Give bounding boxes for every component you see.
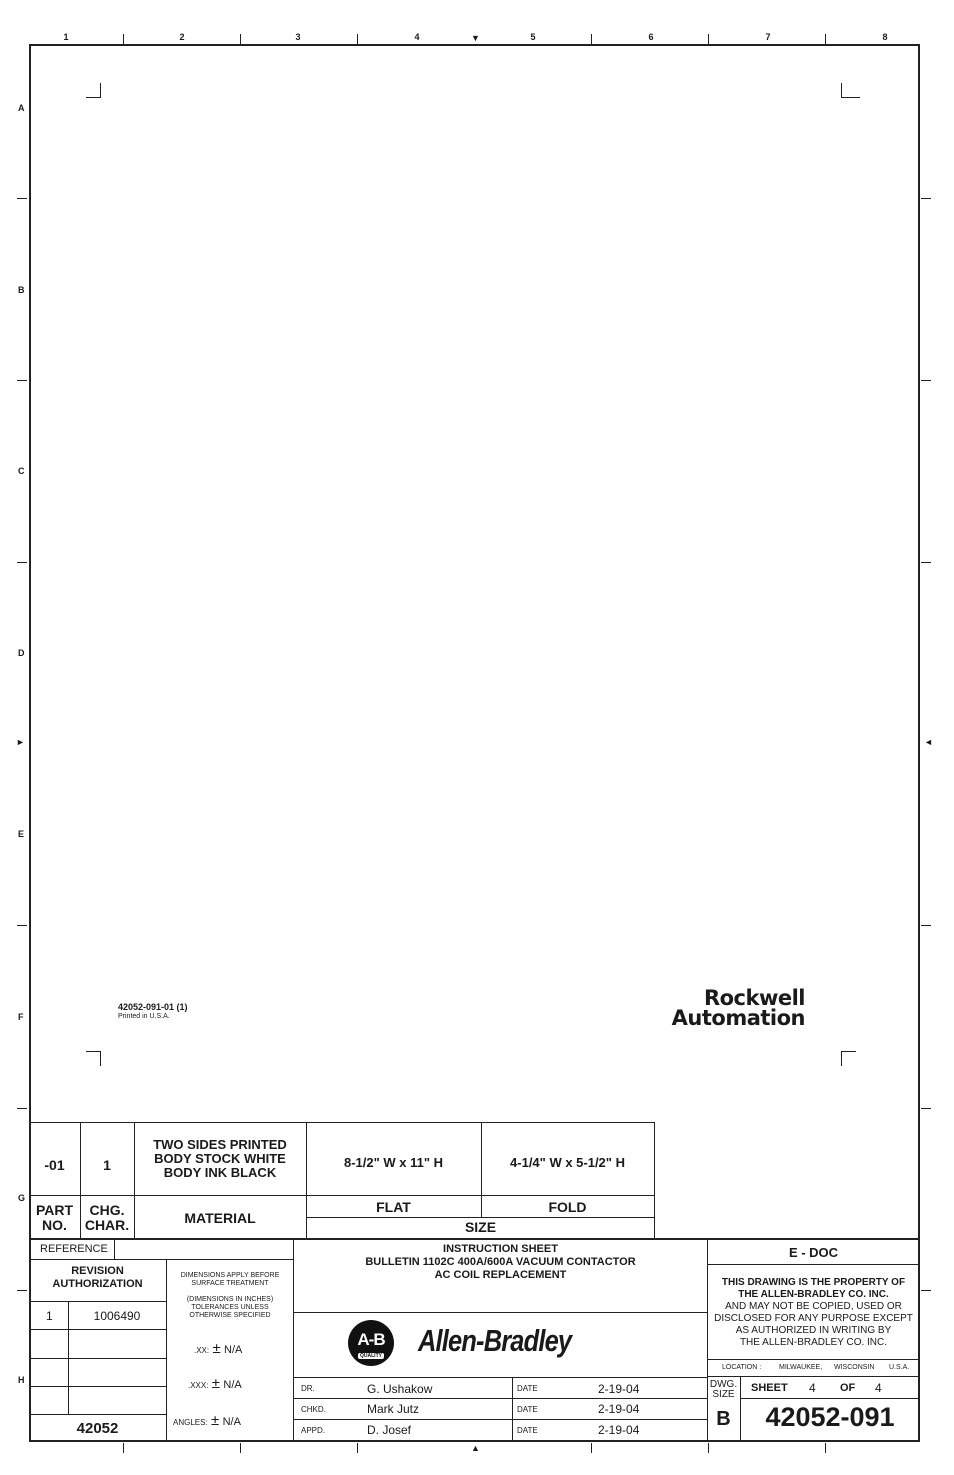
material-line: BODY STOCK WHITE (154, 1151, 286, 1166)
crop-mark-icon (841, 1051, 856, 1066)
chkd-label: CHKD. (301, 1405, 326, 1414)
location-country: U.S.A. (889, 1364, 910, 1371)
fold-label: FOLD (548, 1199, 587, 1215)
chkd-date-label: DATE (517, 1405, 538, 1414)
grid-tick (17, 1108, 27, 1109)
tolerance-xx-label: .XX: (194, 1346, 210, 1355)
column-label: 7 (765, 32, 771, 42)
grid-tick (123, 34, 124, 44)
of-label: OF (840, 1382, 856, 1394)
column-label: 8 (882, 32, 888, 42)
property-notice (707, 1277, 920, 1349)
tolerance-xxx (188, 1375, 242, 1392)
property-line: THE ALLEN-BRADLEY CO. INC. (738, 1289, 889, 1300)
grid-tick (591, 34, 592, 44)
ab-logo-letters: A-B (357, 1330, 385, 1349)
chkd-name: Mark Jutz (367, 1402, 420, 1416)
chkd-date: 2-19-04 (598, 1402, 640, 1416)
part-no-label-line: NO. (42, 1217, 67, 1233)
title-line: AC COIL REPLACEMENT (434, 1269, 567, 1281)
tolerance-angles-value: N/A (222, 1416, 241, 1428)
location-label: LOCATION : (722, 1364, 762, 1371)
crop-mark-icon (86, 1051, 101, 1066)
allen-bradley-wordmark: Allen-Bradley (418, 1323, 572, 1358)
row-label: E (18, 829, 25, 839)
appd-date: 2-19-04 (598, 1423, 640, 1437)
grid-tick (17, 198, 27, 199)
edoc-label: E - DOC (788, 1245, 839, 1260)
sheet-number: 4 (809, 1381, 816, 1395)
part-no-label (29, 1203, 80, 1233)
tolerance-xxx-value: N/A (223, 1379, 242, 1391)
tolerance-angles-label: ANGLES: (173, 1418, 208, 1427)
flat-label: FLAT (376, 1199, 411, 1215)
column-label: 2 (179, 32, 185, 42)
drawing-number: 42052-091 (765, 1402, 895, 1432)
dr-label: DR. (301, 1384, 315, 1393)
appd-date-label: DATE (517, 1426, 538, 1435)
center-arrow-top-icon: ▼ (471, 33, 480, 43)
chg-char-label-line: CHAR. (84, 1217, 130, 1233)
tolerance-notes (167, 1272, 293, 1320)
property-line: DISCLOSED FOR ANY PURPOSE EXCEPT (714, 1313, 913, 1324)
grid-tick (17, 1290, 27, 1291)
sheet-label: SHEET (751, 1382, 788, 1394)
chg-char-label (80, 1203, 134, 1233)
revision-row-auth: 1006490 (93, 1309, 141, 1323)
property-line: AS AUTHORIZED IN WRITING BY (735, 1325, 892, 1336)
plus-minus-icon: ± (212, 1340, 221, 1357)
part-no-value: -01 (44, 1157, 65, 1173)
tolerance-xx (194, 1340, 242, 1357)
dwg-size-label-line: DWG. (709, 1379, 738, 1390)
grid-tick (921, 380, 931, 381)
appd-label: APPD. (301, 1426, 326, 1435)
material-label: MATERIAL (184, 1210, 256, 1226)
flat-size-value: 8-1/2" W x 11" H (343, 1155, 444, 1170)
sheet-total: 4 (875, 1381, 882, 1395)
grid-tick (921, 562, 931, 563)
tolerance-note: TOLERANCES UNLESS (191, 1304, 269, 1311)
grid-tick (825, 34, 826, 44)
title-line: INSTRUCTION SHEET (443, 1243, 558, 1255)
revision-footer-number: 42052 (76, 1420, 119, 1437)
grid-tick (591, 1443, 592, 1453)
grid-tick (240, 34, 241, 44)
revision-title-line: REVISION (71, 1265, 124, 1277)
material-line: BODY INK BLACK (163, 1165, 277, 1180)
rockwell-logo (651, 988, 805, 1028)
reference-label: REFERENCE (40, 1243, 108, 1255)
row-label: H (18, 1375, 25, 1385)
revision-authorization-title (29, 1265, 166, 1291)
column-label: 5 (530, 32, 536, 42)
column-label: 6 (648, 32, 654, 42)
grid-tick (17, 380, 27, 381)
dwg-size-value: B (716, 1408, 731, 1430)
row-label: G (18, 1193, 26, 1203)
column-label: 1 (63, 32, 69, 42)
ab-logo-icon (348, 1320, 394, 1366)
grid-tick (921, 1290, 931, 1291)
property-line: AND MAY NOT BE COPIED, USED OR (725, 1301, 902, 1312)
revision-title-line: AUTHORIZATION (52, 1278, 143, 1290)
grid-tick (123, 1443, 124, 1453)
chg-char-value: 1 (103, 1157, 111, 1173)
dwg-size-label (707, 1380, 740, 1400)
tolerance-angles (173, 1412, 241, 1429)
column-label: 4 (414, 32, 420, 42)
grid-tick (825, 1443, 826, 1453)
row-label: F (18, 1012, 24, 1022)
dr-date: 2-19-04 (598, 1382, 640, 1396)
column-label: 3 (295, 32, 301, 42)
tolerance-note: OTHERWISE SPECIFIED (189, 1312, 271, 1319)
dr-name: G. Ushakow (367, 1382, 433, 1396)
tolerance-note: SURFACE TREATMENT (191, 1280, 269, 1287)
grid-tick (17, 562, 27, 563)
tolerance-xxx-label: .XXX: (188, 1381, 209, 1390)
ab-logo-quality: QUALITY (358, 1353, 384, 1359)
row-label: B (18, 285, 25, 295)
location-state: WISCONSIN (834, 1364, 875, 1371)
property-line: THE ALLEN-BRADLEY CO. INC. (739, 1337, 888, 1348)
material-line: TWO SIDES PRINTED (153, 1137, 287, 1152)
chg-char-label-line: CHG. (89, 1202, 125, 1218)
grid-tick (708, 34, 709, 44)
plus-minus-icon: ± (211, 1412, 220, 1429)
print-code: 42052-091-01 (1) (118, 1002, 188, 1012)
grid-tick (921, 925, 931, 926)
grid-tick (708, 1443, 709, 1453)
crop-mark-icon (841, 83, 860, 98)
crop-mark-icon (86, 83, 101, 98)
grid-tick (921, 198, 931, 199)
location-city: MILWAUKEE, (779, 1364, 823, 1371)
dr-date-label: DATE (517, 1384, 538, 1393)
size-label: SIZE (464, 1219, 497, 1235)
grid-tick (17, 925, 27, 926)
row-label: D (18, 648, 25, 658)
printed-in: Printed in U.S.A. (118, 1013, 170, 1020)
grid-tick (357, 1443, 358, 1453)
grid-tick (240, 1443, 241, 1453)
tolerance-note: (DIMENSIONS IN INCHES) (186, 1296, 274, 1303)
plus-minus-icon: ± (211, 1375, 221, 1392)
grid-tick (921, 1108, 931, 1109)
material-value (134, 1138, 306, 1180)
row-label: C (18, 466, 25, 476)
grid-tick (357, 34, 358, 44)
rockwell-logo-line2: Automation (671, 1006, 805, 1030)
drawing-title (293, 1243, 708, 1282)
center-arrow-left-icon: ► (16, 737, 25, 747)
center-arrow-bottom-icon: ▲ (471, 1443, 480, 1453)
row-label: A (18, 103, 25, 113)
fold-size-value: 4-1/4" W x 5-1/2" H (510, 1155, 625, 1170)
part-no-label-line: PART (35, 1202, 74, 1218)
rockwell-logo-line1: Rockwell (703, 986, 805, 1010)
revision-row-number: 1 (46, 1309, 53, 1323)
title-line: BULLETIN 1102C 400A/600A VACUUM CONTACTOR (365, 1256, 636, 1268)
tolerance-note: DIMENSIONS APPLY BEFORE (180, 1272, 280, 1279)
tolerance-xx-value: N/A (224, 1344, 243, 1356)
dwg-size-label-line: SIZE (712, 1389, 735, 1400)
center-arrow-right-icon: ◄ (924, 737, 933, 747)
property-line: THIS DRAWING IS THE PROPERTY OF (721, 1277, 906, 1288)
appd-name: D. Josef (367, 1423, 412, 1437)
